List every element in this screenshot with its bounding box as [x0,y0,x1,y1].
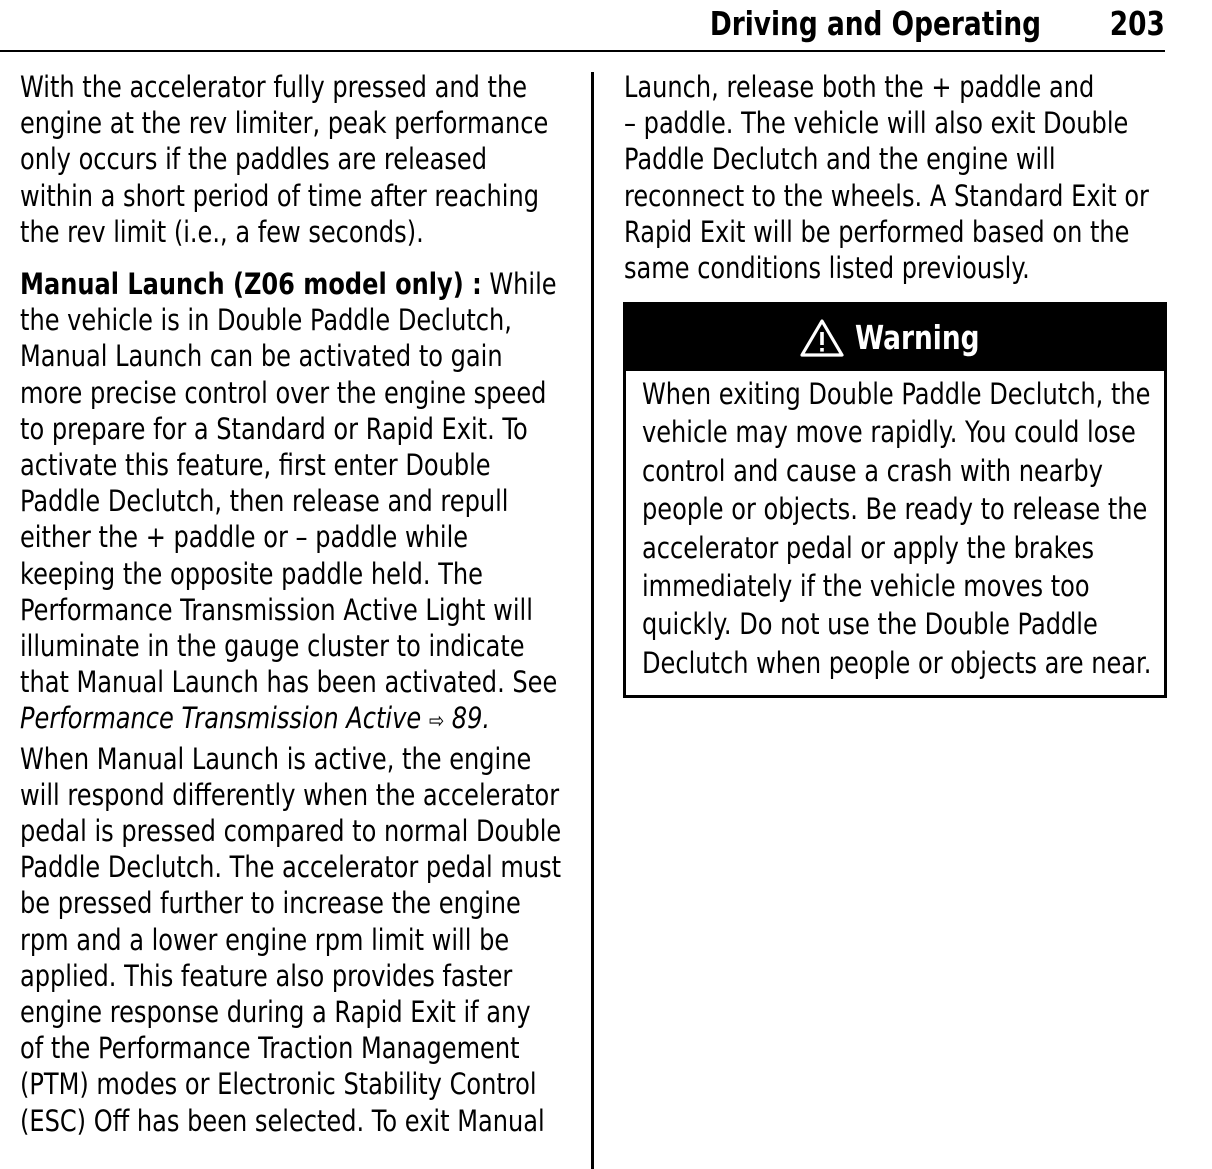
text-line: Rapid Exit will be performed based on the [624,214,1130,249]
text-line: more precise control over the engine speed [20,375,547,410]
xref-page: 89 [451,701,483,736]
text-line: When Manual Launch is active, the engine [20,741,532,776]
text-line: reconnect to the wheels. A Standard Exit or [624,178,1149,213]
text-line: the vehicle is in Double Paddle Declutch, [20,303,512,338]
text-line: Manual Launch can be activated to gain [20,339,503,374]
warning-box [623,302,1167,698]
cross-reference-link[interactable] [20,700,491,740]
warning-line: control and cause a crash with nearby [642,453,1103,488]
xref-arrow-icon: ⇨ [428,709,445,735]
text-line: Performance Transmission Active Light will [20,592,533,627]
text-line: Paddle Declutch and the engine will [624,142,1056,177]
warning-line: people or objects. Be ready to release the [642,492,1148,527]
text-line: (PTM) modes or Electronic Stability Control [20,1067,537,1102]
text-line: Launch, release both the + paddle and [624,70,1095,104]
text-line: only occurs if the paddles are released [20,142,487,177]
text-line: (ESC) Off has been selected. To exit Manual [20,1103,545,1138]
text-line: same conditions listed previously. [624,251,1030,286]
text-line: the rev limit (i.e., a few seconds). [20,214,424,249]
left-column [20,69,565,1139]
text-line: With the accelerator fully pressed and the [20,70,528,104]
text-line: either the + paddle or – paddle while [20,520,469,555]
warning-line: Declutch when people or objects are near. [642,645,1152,680]
manual-launch-heading: Manual Launch (Z06 model only) : [20,267,482,302]
warning-line: quickly. Do not use the Double Paddle [642,607,1098,642]
text-line: of the Performance Traction Management [20,1031,520,1066]
warning-title: Warning [855,318,980,357]
warning-header [626,305,1164,371]
text-line: engine at the rev limiter, peak performance [20,106,549,141]
text-line: within a short period of time after reaching [20,178,540,213]
xref-title: Performance Transmission Active [20,701,422,736]
text-line: activate this feature, first enter Double [20,448,491,483]
text-line: will respond differently when the accelerator [20,777,560,812]
text-line: – paddle. The vehicle will also exit Double [624,106,1129,141]
warning-body [626,371,1164,682]
text-line: pedal is pressed compared to normal Double [20,814,562,849]
text-line: applied. This feature also provides faster [20,958,513,993]
page-number: 203 [1109,4,1165,43]
text-line: be pressed further to increase the engine [20,886,521,921]
right-column [624,69,1169,286]
section-title: Driving and Operating [709,4,1041,43]
warning-line: vehicle may move rapidly. You could lose [642,415,1136,450]
text-line: illuminate in the gauge cluster to indicate [20,629,525,664]
warning-line: accelerator pedal or apply the brakes [642,530,1095,565]
text-line: Paddle Declutch. The accelerator pedal must [20,850,562,885]
warning-triangle-icon [799,318,845,358]
text-line: to prepare for a Standard or Rapid Exit. To [20,411,528,446]
text-fragment: While [481,267,557,302]
paragraph-rev-limiter [20,69,565,250]
text-line: engine response during a Rapid Exit if any [20,995,531,1030]
warning-line: When exiting Double Paddle Declutch, the [642,377,1151,411]
paragraph-manual-launch [20,266,565,1139]
page-header [0,0,1165,52]
text-line: that Manual Launch has been activated. See [20,665,558,700]
xref-period: . [482,701,491,736]
text-line: Paddle Declutch, then release and repull [20,484,509,519]
text-line [20,266,557,302]
paragraph-gap [20,250,565,266]
text-line: keeping the opposite paddle held. The [20,556,483,591]
warning-line: immediately if the vehicle moves too [642,569,1090,604]
column-divider [591,72,594,1169]
text-line: rpm and a lower engine rpm limit will be [20,922,510,957]
